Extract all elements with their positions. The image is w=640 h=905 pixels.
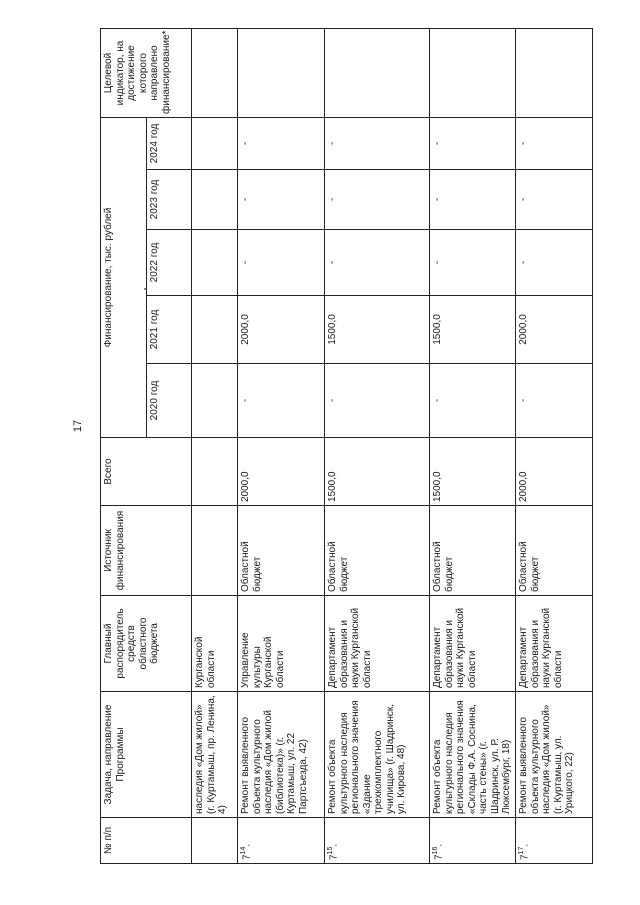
row-source: Областной бюджет bbox=[325, 506, 430, 596]
row-num-sup: 16 bbox=[432, 846, 439, 855]
row-num: $7^{16}$. bbox=[430, 818, 516, 864]
header-year: 2024 год bbox=[147, 118, 192, 170]
header-year: 2023 год bbox=[147, 170, 192, 230]
row-task: Ремонт объекта культурного наследия регионального значения «Здание трехкомплектного училища» (г. Шадринск, ул. Кирова, 48) bbox=[325, 692, 430, 818]
row-num-main: 7 bbox=[328, 854, 340, 860]
row-year-2023: - bbox=[516, 170, 593, 230]
row-year-2021: 1500,0 bbox=[430, 296, 516, 364]
row-year-2024: - bbox=[325, 118, 430, 170]
row-source: Областной бюджет bbox=[430, 506, 516, 596]
page-number: 17 bbox=[72, 419, 84, 433]
row-total: 1500,0 bbox=[430, 438, 516, 506]
row-year-2021: 2000,0 bbox=[238, 296, 325, 364]
row-total: 2000,0 bbox=[238, 438, 325, 506]
row-task: наследия «Дом жилой» (г. Куртамыш, пр. Ленина, 4) bbox=[192, 692, 238, 818]
header-source: Источник финансирования bbox=[101, 506, 192, 596]
row-indicator bbox=[192, 29, 238, 118]
row-indicator bbox=[238, 29, 325, 118]
row-year-2024: - bbox=[238, 118, 325, 170]
header-admin: Главный распорядитель средств областного бюджета bbox=[101, 596, 192, 692]
table-row bbox=[325, 29, 430, 864]
row-num bbox=[192, 818, 238, 864]
header-year: 2021 год bbox=[147, 296, 192, 364]
row-admin: Департамент образования и науки Курганской области bbox=[325, 596, 430, 692]
row-year-2024: - bbox=[516, 118, 593, 170]
table-row bbox=[192, 29, 238, 864]
table-row bbox=[238, 29, 325, 864]
row-year-2023 bbox=[192, 170, 238, 230]
row-admin: Управление культуры Курганской области bbox=[238, 596, 325, 692]
header-row-main bbox=[101, 29, 147, 864]
row-year-2023: - bbox=[325, 170, 430, 230]
header-num: № п/п bbox=[101, 818, 192, 864]
header-total: Всего bbox=[101, 438, 192, 506]
row-year-2024 bbox=[192, 118, 238, 170]
row-year-2020: - bbox=[325, 364, 430, 438]
row-year-2024: - bbox=[430, 118, 516, 170]
row-year-2023: - bbox=[238, 170, 325, 230]
row-year-2020: - bbox=[516, 364, 593, 438]
row-num-sup: 14 bbox=[240, 846, 247, 855]
row-total bbox=[192, 438, 238, 506]
table-row bbox=[516, 29, 593, 864]
header-task: Задача, направление Программы bbox=[101, 692, 192, 818]
row-year-2020: - bbox=[430, 364, 516, 438]
row-num: $7^{14}$. bbox=[238, 818, 325, 864]
row-indicator bbox=[430, 29, 516, 118]
rotated-page-content bbox=[100, 29, 592, 864]
financing-table bbox=[100, 28, 593, 864]
row-year-2020: - bbox=[238, 364, 325, 438]
row-year-2022: - bbox=[430, 230, 516, 296]
table-row bbox=[430, 29, 516, 864]
row-indicator bbox=[516, 29, 593, 118]
row-year-2021: 1500,0 bbox=[325, 296, 430, 364]
row-total: 1500,0 bbox=[325, 438, 430, 506]
row-task: Ремонт объекта культурного наследия регионального значения «Склады Ф.А. Соснина, часть стены» (г. Шадринск, ул. Р. Люксембург, 18) bbox=[430, 692, 516, 818]
row-admin: Курганской области bbox=[192, 596, 238, 692]
row-num-main: 7 bbox=[433, 854, 445, 860]
row-source: Областной бюджет bbox=[516, 506, 593, 596]
row-year-2020 bbox=[192, 364, 238, 438]
row-num: $7^{15}$. bbox=[325, 818, 430, 864]
row-indicator bbox=[325, 29, 430, 118]
row-source: Областной бюджет bbox=[238, 506, 325, 596]
row-year-2021 bbox=[192, 296, 238, 364]
row-num-main: 7 bbox=[241, 854, 253, 860]
row-num-sup: 15 bbox=[327, 846, 334, 855]
row-admin: Департамент образования и науки Курганской области bbox=[516, 596, 593, 692]
header-indicator: Целевой индикатор, на достижение которого направлено финансирование* bbox=[101, 29, 192, 118]
row-year-2022: - bbox=[325, 230, 430, 296]
row-source bbox=[192, 506, 238, 596]
row-total: 2000,0 bbox=[516, 438, 593, 506]
row-num-sup: 17 bbox=[518, 846, 525, 855]
row-year-2022: - bbox=[238, 230, 325, 296]
row-year-2021: 2000,0 bbox=[516, 296, 593, 364]
header-year: 2022 год bbox=[147, 230, 192, 296]
row-year-2022 bbox=[192, 230, 238, 296]
header-financing: Финансирование, тыс. рублей bbox=[101, 118, 147, 438]
header-year: 2020 год bbox=[147, 364, 192, 438]
row-num: $7^{17}$. bbox=[516, 818, 593, 864]
row-year-2023: - bbox=[430, 170, 516, 230]
row-admin: Департамент образования и науки Курганской области bbox=[430, 596, 516, 692]
row-task: Ремонт выявленного объекта культурного наследия «Дом жилой» (г. Куртамыш, ул. Урицкого, 22) bbox=[516, 692, 593, 818]
row-year-2022: - bbox=[516, 230, 593, 296]
row-task: Ремонт выявленного объекта культурного наследия «Дом жилой (библиотека)» (г. Куртамыш, ул. 22 Партсъезда, 42) bbox=[238, 692, 325, 818]
row-num-main: 7 bbox=[519, 854, 531, 860]
